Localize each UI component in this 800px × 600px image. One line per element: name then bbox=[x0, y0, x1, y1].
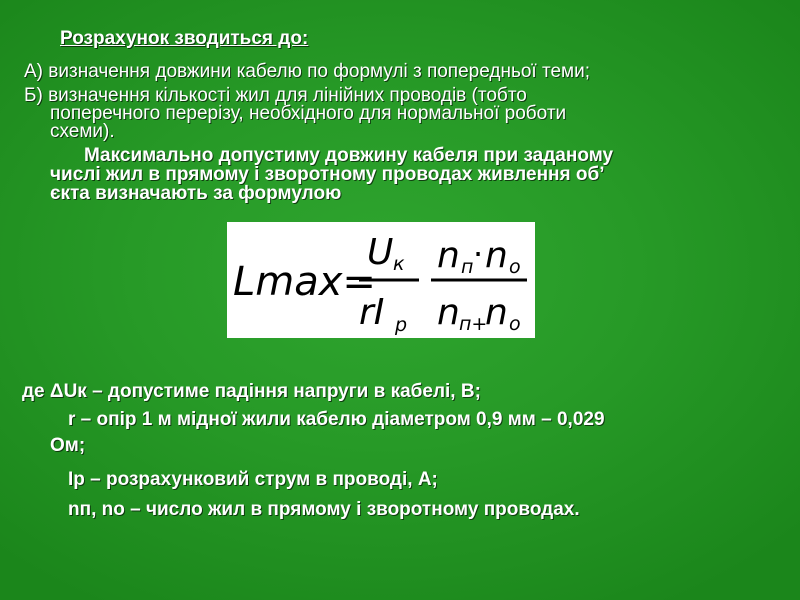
statement-line2: числі жил в прямому і зворотному проводах живлення об’ bbox=[50, 164, 605, 185]
list-item-b: Б) визначення кількості жил для лінійних проводів (тобто bbox=[24, 85, 527, 106]
definition-r: r – опір 1 м мідної жили кабелю діаметром 0,9 мм – 0,029 bbox=[68, 409, 605, 430]
formula-num1-sub: к bbox=[393, 253, 405, 275]
section-heading: Розрахунок зводиться до: bbox=[60, 28, 309, 49]
list-item-b-line3: схеми). bbox=[50, 121, 115, 142]
definition-ip: Ір – розрахунковий струм в проводі, А; bbox=[68, 469, 438, 490]
definition-n: nп, nо – число жил в прямому і зворотному проводах. bbox=[68, 499, 580, 520]
definition-delta-u: де ΔUк – допустиме падіння напруги в кабелі, В; bbox=[22, 381, 481, 402]
formula-den2-b-sub: о bbox=[509, 313, 521, 335]
formula-den2-a: n bbox=[437, 292, 460, 333]
statement-line3: єкта визначають за формулою bbox=[50, 183, 342, 204]
formula-num2-a: n bbox=[437, 235, 460, 276]
formula-den2-a-sub: п+ bbox=[459, 313, 488, 335]
statement-line1: Максимально допустиму довжину кабеля при заданому bbox=[84, 145, 614, 166]
formula-den2-b: n bbox=[485, 292, 508, 333]
formula-num2-b: n bbox=[485, 235, 508, 276]
formula-den1-sub: р bbox=[395, 314, 408, 336]
formula-den1: rI bbox=[359, 292, 385, 333]
formula-lhs: Lmax= bbox=[233, 259, 376, 305]
formula-num2-b-sub: о bbox=[509, 256, 521, 278]
formula-num2-op: · bbox=[473, 235, 484, 273]
formula-svg bbox=[227, 222, 535, 338]
list-item-a: А) визначення довжини кабелю по формулі з попередньої теми; bbox=[24, 61, 590, 82]
definition-r-cont: Ом; bbox=[50, 435, 86, 456]
formula-num1: U bbox=[367, 232, 394, 273]
list-item-b-line2: поперечного перерізу, необхідного для нормальної роботи bbox=[50, 103, 567, 124]
formula-image bbox=[227, 222, 535, 338]
formula-num2-a-sub: п bbox=[461, 256, 474, 278]
